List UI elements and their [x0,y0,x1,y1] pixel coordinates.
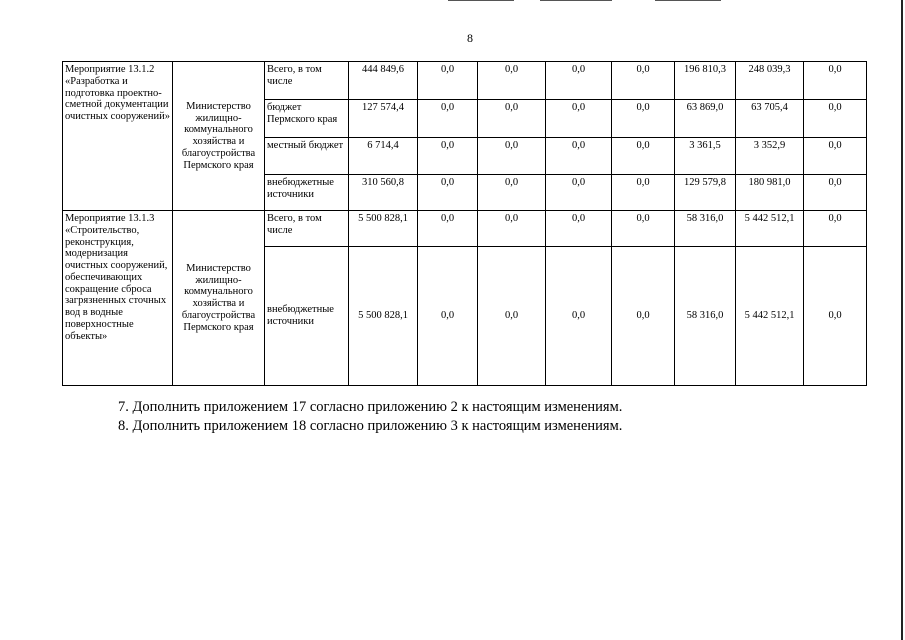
value-cell: 58 316,0 [675,247,736,386]
table-row [63,62,867,100]
value-cell: 5 442 512,1 [736,247,804,386]
page-right-edge [901,0,903,640]
organization-cell: Министерство жилищно-коммунального хозяйства и благоустройства Пермского края [173,211,265,386]
value-cell: 0,0 [546,100,612,138]
value-cell: 0,0 [546,247,612,386]
value-cell: 127 574,4 [349,100,418,138]
value-cell: 3 361,5 [675,138,736,175]
event-name-cell: Мероприятие 13.1.3 «Строительство, реконструкция, модернизация очистных сооружений, обеспечивающих сокращение сброса загрязненных сточных вод в водные поверхностные объекты» [63,211,173,386]
value-cell: 0,0 [478,62,546,100]
funding-source-cell: Всего, в том числе [265,62,349,100]
value-cell: 0,0 [546,175,612,211]
paragraph-8: 8. Дополнить приложением 18 согласно приложению 3 к настоящим изменениям. [118,418,623,434]
value-cell: 0,0 [546,62,612,100]
top-scan-line-2 [540,0,612,1]
value-cell: 0,0 [804,100,867,138]
value-cell: 0,0 [804,175,867,211]
organization-cell: Министерство жилищно-коммунального хозяйства и благоустройства Пермского края [173,62,265,211]
funding-source-cell: местный бюджет [265,138,349,175]
value-cell: 129 579,8 [675,175,736,211]
value-cell: 5 500 828,1 [349,211,418,247]
value-cell: 0,0 [418,100,478,138]
value-cell: 0,0 [804,138,867,175]
page-number: 8 [467,31,473,45]
value-cell: 5 442 512,1 [736,211,804,247]
table-row [63,211,867,247]
value-cell: 0,0 [478,100,546,138]
value-cell: 248 039,3 [736,62,804,100]
value-cell: 63 705,4 [736,100,804,138]
value-cell: 0,0 [546,211,612,247]
value-cell: 0,0 [804,247,867,386]
top-scan-line-3 [655,0,721,1]
funding-source-cell: бюджет Пермского края [265,100,349,138]
event-name-cell: Мероприятие 13.1.2 «Разработка и подготовка проектно-сметной документации очистных сооружений» [63,62,173,211]
value-cell: 0,0 [612,175,675,211]
value-cell: 0,0 [546,138,612,175]
value-cell: 180 981,0 [736,175,804,211]
value-cell: 0,0 [478,211,546,247]
value-cell: 3 352,9 [736,138,804,175]
value-cell: 0,0 [418,211,478,247]
value-cell: 0,0 [418,247,478,386]
value-cell: 0,0 [418,62,478,100]
value-cell: 0,0 [418,175,478,211]
value-cell: 196 810,3 [675,62,736,100]
value-cell: 5 500 828,1 [349,247,418,386]
value-cell: 63 869,0 [675,100,736,138]
value-cell: 0,0 [612,211,675,247]
value-cell: 58 316,0 [675,211,736,247]
value-cell: 0,0 [478,138,546,175]
top-scan-line-1 [448,0,514,1]
value-cell: 0,0 [612,62,675,100]
value-cell: 0,0 [478,175,546,211]
value-cell: 0,0 [612,247,675,386]
value-cell: 310 560,8 [349,175,418,211]
funding-source-cell: Всего, в том числе [265,211,349,247]
value-cell: 0,0 [804,62,867,100]
budget-table [62,61,867,386]
funding-source-cell: внебюджетные источники [265,175,349,211]
value-cell: 0,0 [612,100,675,138]
value-cell: 0,0 [804,211,867,247]
funding-source-cell: внебюджетные источники [265,247,349,386]
value-cell: 0,0 [478,247,546,386]
value-cell: 0,0 [612,138,675,175]
value-cell: 0,0 [418,138,478,175]
paragraph-7: 7. Дополнить приложением 17 согласно приложению 2 к настоящим изменениям. [118,399,623,415]
value-cell: 444 849,6 [349,62,418,100]
value-cell: 6 714,4 [349,138,418,175]
